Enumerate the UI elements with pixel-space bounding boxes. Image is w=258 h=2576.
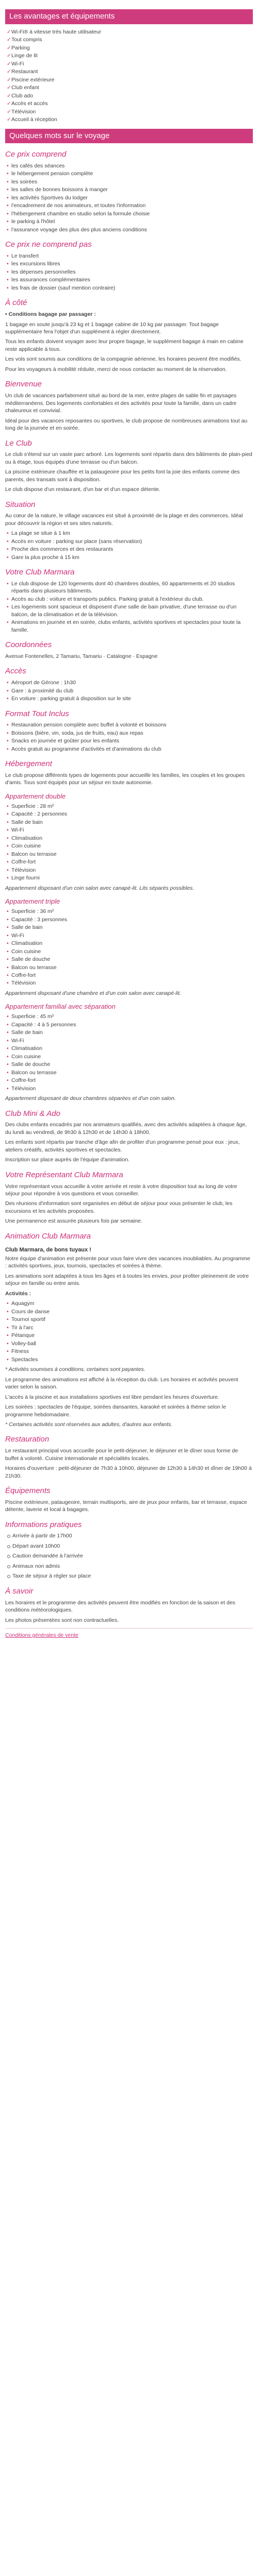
restauration-text: Horaires d'ouverture : petit-déjeuner de 7h30 à 10h00, déjeuner de 12h30 à 14h30 et dîner de 19h00 à 21h30. [5, 1465, 252, 1479]
animation-text: Le programme des animations est affiché à la réception du club. Les horaires et activités peuvent varier selon la saison. [5, 1376, 238, 1391]
situation-text: Au cœur de la nature, le village vacances est situé à proximité de la plage et des commerces. Idéal pour découvrir la région et ses sites naturels. [5, 513, 243, 527]
list-item: ✓ Parking [11, 44, 253, 52]
acote-text: 1 bagage en soute jusqu'à 23 kg et 1 bagage cabine de 10 kg par passager. Tout bagage supplémentaire fera l'objet d'un supplément à régler directement. [5, 321, 219, 335]
list-item: • Capacité : 2 personnes [11, 810, 253, 818]
a-savoir-text: Les horaires et le programme des activités peuvent être modifiés en fonction de la saison et des conditions météorologiques. [5, 1599, 235, 1614]
list-item: • Volley-ball [11, 1340, 253, 1347]
clubmini-text: Des clubs enfants encadrés par nos animateurs qualifiés, avec des activités adaptées à chaque âge, du lundi au vendredi, de 9h30 à 12h30 et de 14h30 à 18h00. [5, 1122, 247, 1136]
list-item: • Accès au club : voiture et transports publics. Parking gratuit à l'extérieur du club. [11, 596, 253, 603]
list-item: • Salle de douche [11, 956, 253, 963]
appartement-triple-list [5, 908, 253, 987]
section-title-avantages: Les avantages et équipements [5, 9, 253, 24]
list-item: • Coin cuisine [11, 842, 253, 850]
cgv-link[interactable]: Conditions générales de vente [5, 1632, 78, 1638]
restauration-text: Le restaurant principal vous accueille pour le petit-déjeuner, le déjeuner et le dîner sous forme de buffet à volonté. Cuisine internationale et spécialités locales. [5, 1448, 238, 1462]
list-item: ✓ Accueil à réception [11, 116, 253, 123]
list-item: • Wi-Fi [11, 1037, 253, 1044]
list-item: • Boissons (bière, vin, soda, jus de fruits, eau) aux repas [11, 730, 253, 737]
list-item: • le parking à l'hôtel [11, 218, 253, 225]
list-item: • les excursions libres [11, 260, 253, 267]
appartement-double-list [5, 803, 253, 882]
acces-list [5, 679, 253, 702]
situation-list [5, 530, 253, 561]
leclub-text: Le club s'étend sur un vaste parc arboré. Les logements sont répartis dans des bâtiments de plain-pied ou à étage, tous équipés d'une terrasse ou d'un balcon. [5, 451, 252, 465]
list-item: • Climatisation [11, 940, 253, 947]
heading-appartement-triple: Appartement triple [5, 897, 60, 906]
list-item: • Balcon ou terrasse [11, 1069, 253, 1076]
acote-text: Pour les voyageurs à mobilité réduite, merci de nous contacter au moment de la réservation. [5, 366, 227, 372]
list-item: • Coffre-fort [11, 858, 253, 866]
list-item: • Capacité : 3 personnes [11, 916, 253, 923]
list-item: • l'assurance voyage des plus des plus anciens conditions [11, 226, 253, 233]
heading-bienvenue: Bienvenue [5, 380, 42, 389]
heading-informations: Informations pratiques [5, 1520, 82, 1529]
list-item: ✓ Tout compris [11, 36, 253, 43]
list-item: • les cafés des séances [11, 162, 253, 170]
list-item: • les salles de bonnes boissons à manger [11, 186, 253, 193]
animation-list-title: Activités : [5, 1290, 31, 1297]
list-item: • Les logements sont spacieux et disposent d'une salle de bain privative, d'une terrasse ou d'un balcon, de la climatisation et de la télévision. [11, 603, 253, 618]
list-item: • Wi-Fi [11, 932, 253, 939]
list-item: ✓ Télévision [11, 108, 253, 115]
appartement-familial-list [5, 1013, 253, 1092]
list-item: Taxe de séjour à régler sur place [12, 1572, 253, 1580]
list-item: Caution demandée à l'arrivée [12, 1552, 253, 1560]
animation-text: Les soirées : spectacles de l'équipe, soirées dansantes, karaoké et soirées à thème selon le programme hebdomadaire. [5, 1404, 227, 1418]
leclub-text: Le club dispose d'un restaurant, d'un bar et d'un espace détente. [5, 486, 160, 493]
heading-animation: Animation Club Marmara [5, 1231, 91, 1241]
list-item: • Télévision [11, 979, 253, 987]
animation-note: * Activités soumises à conditions, certaines sont payantes. [5, 1366, 146, 1373]
acote-text: Les vols sont soumis aux conditions de la compagnie aérienne, les horaires peuvent être modifiés. [5, 356, 241, 363]
votreclub-list [5, 580, 253, 634]
bienvenue-text: Idéal pour des vacances reposantes ou sportives, le club propose de nombreuses animations tout au long de la journée et en soirée. [5, 417, 248, 432]
list-item: • Télévision [11, 1085, 253, 1092]
compris-list [5, 162, 253, 233]
heading-equipements: Équipements [5, 1486, 51, 1496]
list-item: • Gare : à proximité du club [11, 687, 253, 694]
heading-acces: Accès [5, 667, 26, 676]
animation-text: Notre équipe d'animation est présente pour vous faire vivre des vacances inoubliables. Au programme : activités sportives, jeux, tournois, spectacles et soirées à thème. [5, 1255, 250, 1269]
list-item: • La plage se situe à 1 km [11, 530, 253, 537]
list-item: • Accès gratuit au programme d'activités et d'animations du club [11, 745, 253, 753]
animation-extra-note: * Certaines activités sont réservées aux adultes, d'autres aux enfants. [5, 1421, 173, 1428]
list-item: • Proche des commerces et des restaurants [11, 546, 253, 553]
list-item: • Coffre-fort [11, 972, 253, 979]
list-item: • Climatisation [11, 1045, 253, 1052]
leclub-text: La piscine extérieure chauffée et la pataugeoire pour les petits font la joie des enfants comme des parents, des transats sont à disposition. [5, 469, 240, 483]
list-item: • les activités Sportives du lodger [11, 194, 253, 201]
list-item: ✓ Linge de lit [11, 52, 253, 59]
acote-title: • Conditions bagage par passager : [5, 311, 96, 318]
list-item: • Spectacles [11, 1356, 253, 1363]
list-item: Animaux non admis [12, 1563, 253, 1570]
list-item: • l'encadrement de nos animateurs, et toutes l'information [11, 202, 253, 209]
list-item: • les frais de dossier (sauf mention contraire) [11, 284, 253, 292]
list-item: Arrivée à partir de 17h00 [12, 1532, 253, 1539]
animation-text: Les animations sont adaptées à tous les âges et à toutes les envies, pour profiter pleinement de votre séjour en famille ou entre amis. [5, 1273, 249, 1287]
list-item: • Gare la plus proche à 15 km [11, 554, 253, 561]
list-item: • l'hébergement chambre en studio selon la formule choisie [11, 210, 253, 217]
list-item: • Snacks en journée et goûter pour les enfants [11, 737, 253, 744]
heading-leclub: Le Club [5, 438, 32, 448]
acote-text: Tous les enfants doivent voyager avec leur propre bagage, le supplément bagage à main en cabine reste applicable à tous. [5, 338, 244, 352]
heading-compris: Ce prix comprend [5, 150, 67, 159]
list-item: • Salle de bain [11, 819, 253, 826]
heading-appartement-double: Appartement double [5, 792, 66, 800]
list-item: • Tir à l'arc [11, 1324, 253, 1331]
heading-situation: Situation [5, 500, 36, 509]
format-list [5, 721, 253, 753]
avantages-list [5, 28, 253, 124]
list-item: • Tournoi sportif [11, 1316, 253, 1323]
list-item: ✓ Wi-Fi® à vitesse très haute utilisateur [11, 28, 253, 36]
heading-noncompris: Ce prix ne comprend pas [5, 240, 92, 249]
list-item: • Balcon ou terrasse [11, 964, 253, 971]
list-item: • Coin cuisine [11, 948, 253, 955]
list-item: ✓ Club enfant [11, 84, 253, 91]
list-item: ✓ Accès et accès [11, 100, 253, 107]
address-text: Avenue Fontenelles, 2 Tamariu, Tamariu · Catalogne · Espagne [5, 653, 158, 659]
list-item: • les dépenses personnelles [11, 268, 253, 276]
animation-subheading: Club Marmara, de bons tuyaux ! [5, 1246, 91, 1253]
list-item: • Le transfert [11, 252, 253, 260]
animation-list [5, 1300, 253, 1363]
list-item: • Salle de bain [11, 1029, 253, 1036]
heading-a-savoir: À savoir [5, 1586, 34, 1596]
list-item: • Animations en journée et en soirée, clubs enfants, activités sportives et spectacles pour toute la famille. [11, 619, 253, 634]
clubmini-text: Les enfants sont répartis par tranche d'âge afin de profiter d'un programme pensé pour eux : jeux, ateliers créatifs, activités sportives et spectacles. [5, 1139, 240, 1153]
list-item: • le hébergement pension complète [11, 170, 253, 177]
list-item: ✓ Restaurant [11, 68, 253, 75]
heading-acote: À côté [5, 298, 27, 308]
informations-list [5, 1532, 253, 1580]
noncompris-list [5, 252, 253, 292]
list-item: ✓ Piscine extérieure [11, 76, 253, 83]
heading-representant: Votre Représentant Club Marmara [5, 1170, 123, 1179]
appartement-triple-note: Appartement disposant d'une chambre et d'un coin salon avec canapé-lit. [5, 990, 181, 996]
a-savoir-text: Les photos présentées sont non contractuelles. [5, 1617, 119, 1623]
list-item: • Superficie : 28 m² [11, 803, 253, 810]
representant-text: Une permanence est assurée plusieurs fois par semaine. [5, 1218, 142, 1225]
heading-coordonnees: Coordonnées [5, 640, 52, 650]
list-item: • Wi-Fi [11, 826, 253, 834]
heading-hebergement: Hébergement [5, 759, 52, 769]
list-item: • Restauration pension complète avec buffet à volonté et boissons [11, 721, 253, 728]
hebergement-text: Le club propose différents types de logements pour accueillir les familles, les couples et les groupes d'amis. Tous sont équipés pour un séjour en toute autonomie. [5, 772, 245, 786]
list-item: • Salle de bain [11, 924, 253, 931]
list-item: Départ avant 10h00 [12, 1543, 253, 1550]
list-item: • En voiture : parking gratuit à disposition sur le site [11, 695, 253, 702]
appartement-familial-note: Appartement disposant de deux chambres séparées et d'un coin salon. [5, 1095, 176, 1102]
heading-votreclub: Votre Club Marmara [5, 568, 75, 577]
list-item: • Superficie : 36 m² [11, 908, 253, 915]
section-title-voyage: Quelques mots sur le voyage [5, 129, 253, 144]
list-item: • Le club dispose de 120 logements dont 40 chambres doubles, 60 appartements et 20 studios répartis dans plusieurs bâtiments. [11, 580, 253, 595]
list-item: • Cours de danse [11, 1308, 253, 1315]
appartement-double-note: Appartement disposant d'un coin salon avec canapé-lit. Lits séparés possibles. [5, 885, 195, 891]
representant-text: Des réunions d'information sont organisées en début de séjour pour vous présenter le club, les excursions et les activités proposées. [5, 1200, 233, 1214]
footer [5, 1628, 253, 1639]
heading-clubmini: Club Mini & Ado [5, 1109, 60, 1118]
list-item: • Linge fourni [11, 874, 253, 882]
list-item: • Fitness [11, 1348, 253, 1355]
bienvenue-text: Un club de vacances parfaitement situé au bord de la mer, entre plages de sable fin et paysages méditerranéens. Des logements confortables et des activités pour toute la famille, dans un cadre chaleureux et convivial. [5, 393, 237, 414]
heading-appartement-familial: Appartement familial avec séparation [5, 1003, 116, 1011]
representant-text: Votre représentant vous accueille à votre arrivée et reste à votre disposition tout au long de votre séjour pour répondre à vos questions et vous conseiller. [5, 1183, 237, 1197]
clubmini-text: Inscription sur place auprès de l'équipe d'animation. [5, 1157, 130, 1163]
list-item: • Coin cuisine [11, 1053, 253, 1060]
list-item: • Accès en voiture : parking sur place (sans réservation) [11, 538, 253, 545]
list-item: • Coffre-fort [11, 1077, 253, 1084]
heading-format: Format Tout Inclus [5, 709, 69, 718]
list-item: • Balcon ou terrasse [11, 851, 253, 858]
list-item: • les soirées [11, 178, 253, 185]
list-item: • Aquagym [11, 1300, 253, 1307]
list-item: • Pétanque [11, 1332, 253, 1339]
list-item: • Capacité : 4 à 5 personnes [11, 1021, 253, 1028]
animation-text: L'accès à la piscine et aux installations sportives est libre pendant les heures d'ouverture. [5, 1394, 219, 1400]
list-item: • les assurances complémentaires [11, 276, 253, 283]
list-item: • Climatisation [11, 835, 253, 842]
list-item: • Salle de douche [11, 1061, 253, 1068]
list-item: • Aéroport de Gérone : 1h30 [11, 679, 253, 686]
equipements-text: Piscine extérieure, pataugeoire, terrain multisports, aire de jeux pour enfants, bar et terrasse, espace détente, laverie et local à bagages. [5, 1499, 247, 1513]
list-item: • Superficie : 45 m² [11, 1013, 253, 1020]
list-item: • Télévision [11, 867, 253, 874]
list-item: ✓ Club ado [11, 92, 253, 99]
heading-restauration: Restauration [5, 1435, 50, 1444]
list-item: ✓ Wi-Fi [11, 60, 253, 67]
